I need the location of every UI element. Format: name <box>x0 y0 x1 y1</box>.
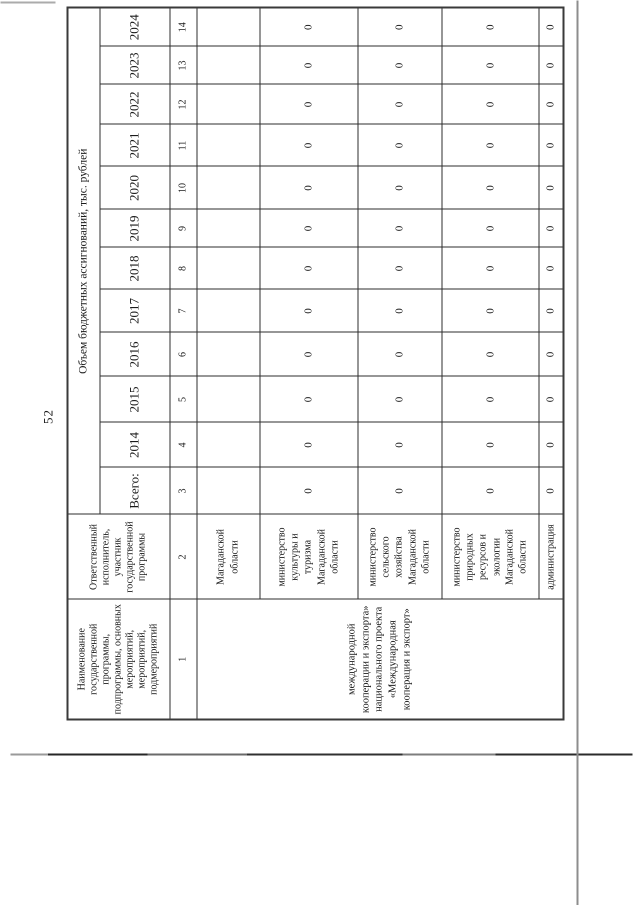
value-cell: 0 <box>259 46 357 84</box>
value-cell: 0 <box>441 124 538 166</box>
value-cell <box>196 46 259 84</box>
col-number: 12 <box>169 84 196 124</box>
value-cell: 0 <box>259 247 357 289</box>
year-header-2020: 2020 <box>99 166 169 209</box>
value-cell: 0 <box>538 166 563 209</box>
value-cell <box>196 166 259 209</box>
value-cell <box>196 84 259 124</box>
value-cell: 0 <box>357 209 441 247</box>
value-cell <box>196 332 259 376</box>
col-number: 10 <box>169 166 196 209</box>
value-cell: 0 <box>357 289 441 332</box>
value-cell: 0 <box>357 467 441 514</box>
value-cell: 0 <box>357 247 441 289</box>
executor-cell: министерство культуры и туризма Магаданской области <box>259 514 357 599</box>
executor-cell: министерство природных ресурсов и экологии Магаданской области <box>441 514 538 599</box>
value-cell: 0 <box>441 209 538 247</box>
total-header: Всего: <box>99 467 169 514</box>
value-cell: 0 <box>441 422 538 467</box>
value-cell: 0 <box>259 166 357 209</box>
col-number: 6 <box>169 332 196 376</box>
executor-cell: министерство сельского хозяйства Магаданской области <box>357 514 441 599</box>
value-cell <box>196 422 259 467</box>
value-cell <box>196 7 259 46</box>
value-cell: 0 <box>538 247 563 289</box>
value-cell <box>196 124 259 166</box>
year-header-2024: 2024 <box>99 7 169 46</box>
value-cell: 0 <box>441 376 538 422</box>
col-header-program-name: Наименование государственной программы, подпрограммы, основных мероприятий, мероприятий, подмероприятий <box>67 599 169 719</box>
col-number: 8 <box>169 247 196 289</box>
year-header-2018: 2018 <box>99 247 169 289</box>
page-number: 52 <box>40 408 55 424</box>
value-cell: 0 <box>441 84 538 124</box>
value-cell: 0 <box>538 422 563 467</box>
value-cell: 0 <box>441 7 538 46</box>
value-cell: 0 <box>441 166 538 209</box>
value-cell: 0 <box>259 124 357 166</box>
year-header-2016: 2016 <box>99 332 169 376</box>
year-header-2014: 2014 <box>99 422 169 467</box>
col-number: 9 <box>169 209 196 247</box>
col-number: 5 <box>169 376 196 422</box>
value-cell: 0 <box>357 84 441 124</box>
value-cell: 0 <box>259 209 357 247</box>
value-cell: 0 <box>538 332 563 376</box>
col-number: 2 <box>169 514 196 599</box>
value-cell: 0 <box>259 467 357 514</box>
value-cell: 0 <box>259 84 357 124</box>
year-header-2021: 2021 <box>99 124 169 166</box>
col-header-budget-volume: Объем бюджетных ассигнований, тыс. рублей <box>67 7 99 514</box>
value-cell: 0 <box>538 209 563 247</box>
col-number: 4 <box>169 422 196 467</box>
value-cell: 0 <box>259 289 357 332</box>
year-header-2023: 2023 <box>99 46 169 84</box>
value-cell: 0 <box>259 422 357 467</box>
value-cell: 0 <box>357 166 441 209</box>
page-edge-shadow <box>576 0 578 905</box>
header-row-column-numbers <box>169 7 196 719</box>
value-cell: 0 <box>357 124 441 166</box>
value-cell: 0 <box>538 84 563 124</box>
year-header-2017: 2017 <box>99 289 169 332</box>
col-number: 1 <box>169 599 196 719</box>
value-cell: 0 <box>357 46 441 84</box>
col-number: 7 <box>169 289 196 332</box>
value-cell: 0 <box>259 332 357 376</box>
value-cell: 0 <box>441 46 538 84</box>
col-number: 14 <box>169 7 196 46</box>
value-cell: 0 <box>538 7 563 46</box>
program-name-cell: международной кооперации и экспорта» национального проекта «Международная кооперация и экспорт» <box>196 599 563 719</box>
value-cell: 0 <box>441 247 538 289</box>
data-row <box>196 7 259 719</box>
executor-cell: Магаданской области <box>196 514 259 599</box>
col-number: 13 <box>169 46 196 84</box>
scan-artifact-tick <box>0 1 55 3</box>
value-cell <box>196 247 259 289</box>
page-fold-line <box>10 753 632 755</box>
value-cell: 0 <box>357 376 441 422</box>
value-cell <box>196 376 259 422</box>
budget-table <box>66 6 564 720</box>
value-cell: 0 <box>538 467 563 514</box>
value-cell: 0 <box>441 289 538 332</box>
value-cell <box>196 467 259 514</box>
value-cell <box>196 209 259 247</box>
value-cell: 0 <box>441 467 538 514</box>
value-cell: 0 <box>357 422 441 467</box>
value-cell: 0 <box>259 7 357 46</box>
value-cell: 0 <box>538 124 563 166</box>
value-cell: 0 <box>538 46 563 84</box>
col-header-executor: Ответственный исполнитель, участник государственной программы <box>67 514 169 599</box>
year-header-2019: 2019 <box>99 209 169 247</box>
col-number: 11 <box>169 124 196 166</box>
year-header-2015: 2015 <box>99 376 169 422</box>
value-cell: 0 <box>538 289 563 332</box>
value-cell: 0 <box>259 376 357 422</box>
value-cell: 0 <box>357 7 441 46</box>
value-cell: 0 <box>357 332 441 376</box>
value-cell: 0 <box>538 376 563 422</box>
executor-cell: администрация <box>538 514 563 599</box>
value-cell: 0 <box>441 332 538 376</box>
col-number: 3 <box>169 467 196 514</box>
year-header-2022: 2022 <box>99 84 169 124</box>
value-cell <box>196 289 259 332</box>
header-row-titles <box>67 7 99 719</box>
